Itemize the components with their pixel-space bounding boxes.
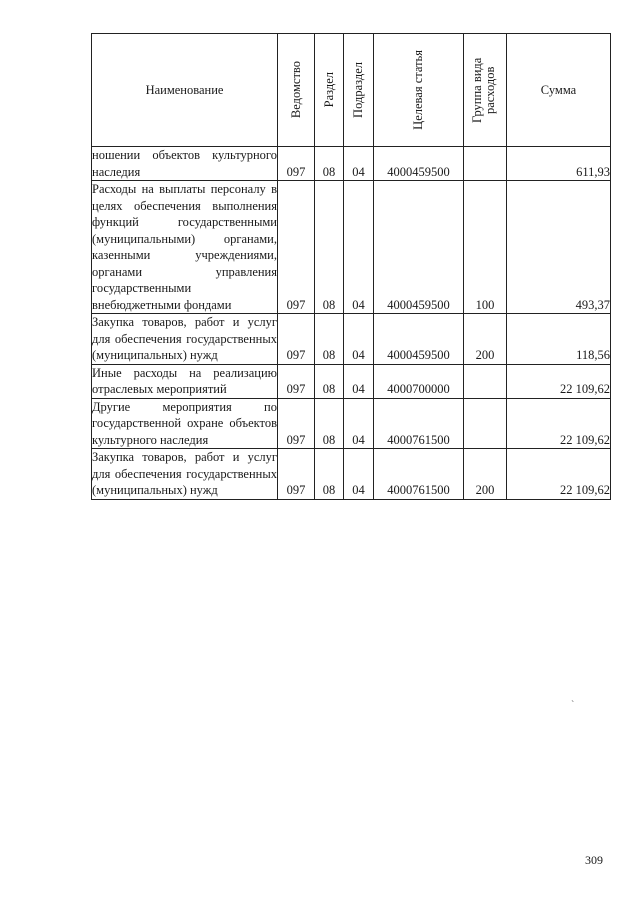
header-subsection: Подраздел bbox=[344, 34, 374, 147]
row-amount: 22 109,62 bbox=[507, 364, 611, 398]
row-department: 097 bbox=[278, 147, 315, 181]
row-expense-group: 200 bbox=[464, 314, 507, 365]
table-row bbox=[92, 449, 611, 500]
table-row bbox=[92, 314, 611, 365]
page-number: 309 bbox=[585, 853, 603, 867]
row-expense-group bbox=[464, 398, 507, 449]
row-expense-group: 200 bbox=[464, 449, 507, 500]
row-target-item: 4000761500 bbox=[374, 398, 464, 449]
row-target-item: 4000459500 bbox=[374, 181, 464, 314]
row-subsection: 04 bbox=[344, 181, 374, 314]
row-name: ношении объектов культурного наследия bbox=[92, 148, 277, 179]
scan-mark: ` bbox=[571, 700, 575, 711]
row-name: Закупка товаров, работ и услуг для обеспечения государственных (муниципальных) нужд bbox=[92, 315, 277, 362]
table-row bbox=[92, 181, 611, 314]
row-section: 08 bbox=[315, 147, 344, 181]
row-department: 097 bbox=[278, 314, 315, 365]
row-target-item: 4000761500 bbox=[374, 449, 464, 500]
header-amount: Сумма bbox=[507, 34, 611, 147]
header-name: Наименование bbox=[92, 34, 278, 147]
row-section: 08 bbox=[315, 314, 344, 365]
row-department: 097 bbox=[278, 398, 315, 449]
row-section: 08 bbox=[315, 364, 344, 398]
row-subsection: 04 bbox=[344, 364, 374, 398]
row-amount: 118,56 bbox=[507, 314, 611, 365]
row-amount: 493,37 bbox=[507, 181, 611, 314]
row-subsection: 04 bbox=[344, 314, 374, 365]
row-amount: 22 109,62 bbox=[507, 398, 611, 449]
row-target-item: 4000459500 bbox=[374, 147, 464, 181]
row-name: Иные расходы на реализацию отраслевых мероприятий bbox=[92, 365, 277, 396]
header-section: Раздел bbox=[315, 34, 344, 147]
row-section: 08 bbox=[315, 398, 344, 449]
row-expense-group bbox=[464, 364, 507, 398]
row-subsection: 04 bbox=[344, 398, 374, 449]
table-row bbox=[92, 147, 611, 181]
row-department: 097 bbox=[278, 364, 315, 398]
row-amount: 22 109,62 bbox=[507, 449, 611, 500]
row-subsection: 04 bbox=[344, 449, 374, 500]
header-expense-group: Группа вида расходов bbox=[464, 34, 507, 147]
row-target-item: 4000700000 bbox=[374, 364, 464, 398]
row-section: 08 bbox=[315, 181, 344, 314]
row-amount: 611,93 bbox=[507, 147, 611, 181]
row-department: 097 bbox=[278, 449, 315, 500]
table-header-row bbox=[92, 34, 611, 147]
row-department: 097 bbox=[278, 181, 315, 314]
row-subsection: 04 bbox=[344, 147, 374, 181]
row-expense-group bbox=[464, 147, 507, 181]
row-name: Другие мероприятия по государственной охране объектов культурного наследия bbox=[92, 399, 277, 447]
row-section: 08 bbox=[315, 449, 344, 500]
header-department: Ведомство bbox=[278, 34, 315, 147]
row-name: Закупка товаров, работ и услуг для обеспечения государственных (муниципальных) нужд bbox=[92, 450, 277, 497]
row-name: Расходы на выплаты персоналу в целях обеспечения выполнения функций государственными (муниципальными) органами, казенными учреждениями, органами управления государственными внебюджетными фондами bbox=[92, 182, 277, 312]
row-expense-group: 100 bbox=[464, 181, 507, 314]
header-target-item: Целевая статья bbox=[374, 34, 464, 147]
budget-table bbox=[91, 33, 611, 500]
table-row bbox=[92, 398, 611, 449]
table-row bbox=[92, 364, 611, 398]
row-target-item: 4000459500 bbox=[374, 314, 464, 365]
